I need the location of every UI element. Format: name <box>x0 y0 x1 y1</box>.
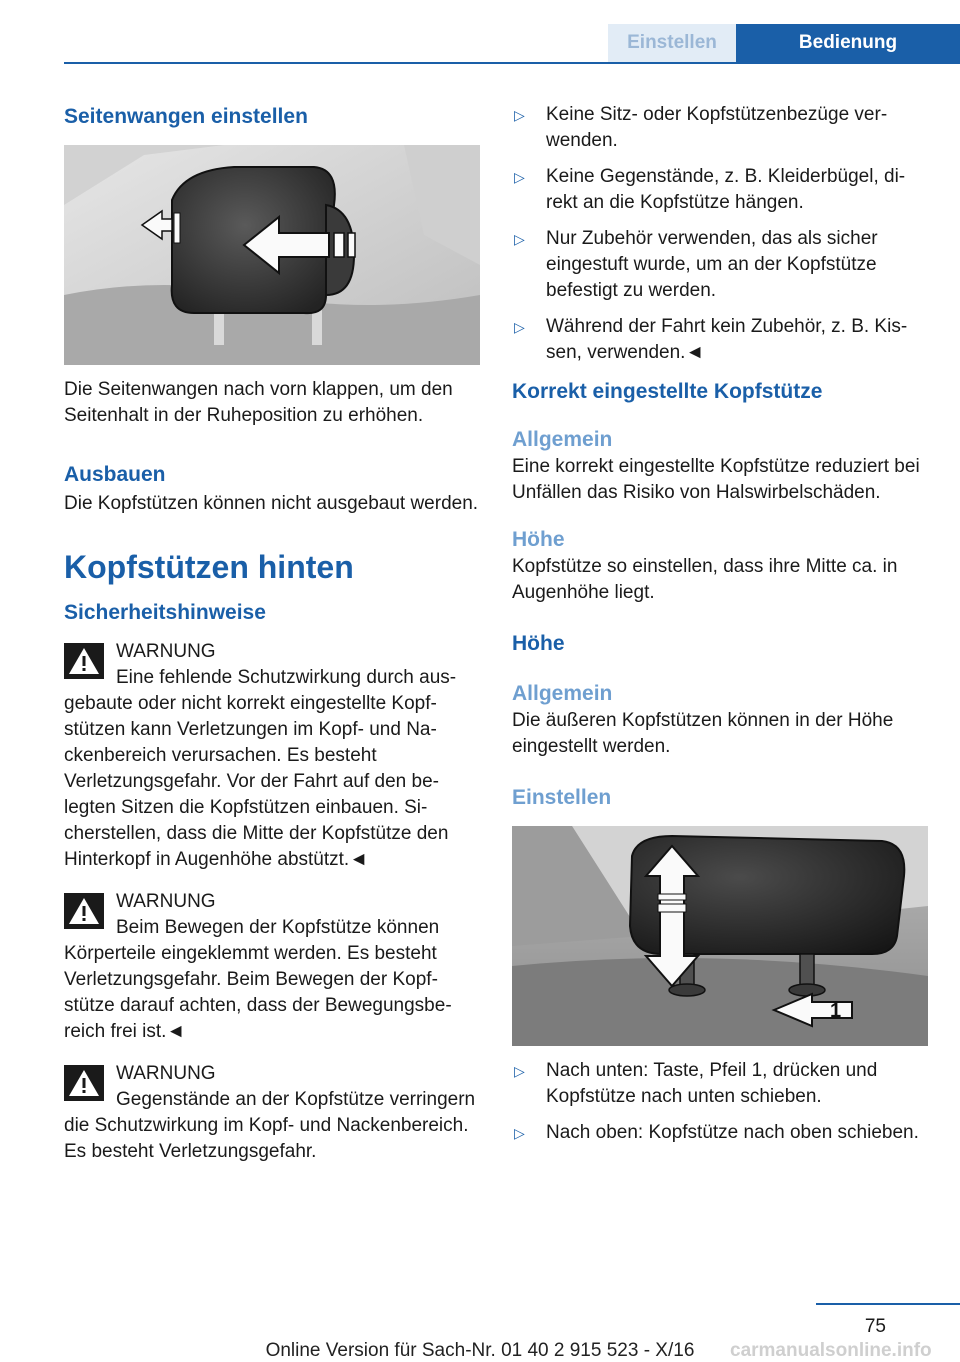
hoehe-sub-heading: Höhe <box>512 528 565 551</box>
warning-label: WARNUNG <box>116 891 216 912</box>
list-item: ▷ Nach oben: Kopfstütze nach oben schieben. <box>512 1120 928 1146</box>
allgemein2-heading: Allgemein <box>512 682 613 705</box>
page-number: 75 <box>864 1316 886 1337</box>
list-item: ▷ Während der Fahrt kein Zubehör, z. B. Kissen, verwenden.◄ <box>514 316 908 363</box>
tab-bedienung[interactable]: Bedienung <box>736 24 960 62</box>
einstellen-heading: Einstellen <box>512 786 612 809</box>
warning-text: Eine fehlende Schutzwirkung durch ausgebaute oder nicht korrekt eingestellte Kopfstützen kann Verletzungen im Kopf- und Nackenbereich verursachen. Es besteht Verletzungsgefahr. Vor der Fahrt auf den belegten Sitzen die Kopfstützen einbauen. Sicherstellen, dass die Mitte der Kopfstütze den Hinterkopf in Augenhöhe abstützt.◄ <box>64 667 457 870</box>
seitenwangen-heading: Seitenwangen einstellen <box>64 105 308 128</box>
warning-label: WARNUNG <box>116 641 216 662</box>
headrest-side-wings-figure <box>64 145 480 365</box>
ausbauen-heading: Ausbauen <box>64 463 166 486</box>
tab-einstellen[interactable]: Einstellen <box>608 24 736 62</box>
list-item: ▷ Keine Sitz- oder Kopfstützenbezüge verwenden. <box>514 104 888 151</box>
warning-block-1 <box>64 639 480 873</box>
right-column <box>512 100 928 1156</box>
sicherheitshinweise-heading: Sicherheitshinweise <box>64 601 266 624</box>
allgemein2-text: Die äußeren Kopfstützen können in der Höhe eingestellt werden. <box>512 710 894 757</box>
warning-triangle-icon <box>64 643 104 679</box>
warning-block-2 <box>64 889 480 1045</box>
warning-triangle-icon <box>64 893 104 929</box>
left-column <box>64 100 480 1165</box>
warning-text: Beim Bewegen der Kopfstütze können Körperteile eingeklemmt werden. Es besteht Verletzungsgefahr. Beim Bewegen der Kopfstütze darauf achten, dass der Bewegungsbereich frei ist.◄ <box>64 917 452 1042</box>
warning-block-3 <box>64 1061 480 1165</box>
footer-rule <box>816 1303 960 1305</box>
bullet-triangle-icon: ▷ <box>514 1063 525 1079</box>
warning-label: WARNUNG <box>116 1063 216 1084</box>
ausbauen-text: Die Kopfstützen können nicht ausgebaut werden. <box>64 493 479 514</box>
bullet-triangle-icon: ▷ <box>514 169 525 185</box>
online-version-footer: Online Version für Sach-Nr. 01 40 2 915 523 - X/16 <box>265 1340 695 1361</box>
list-item: ▷ Keine Gegenstände, z. B. Kleiderbügel, direkt an die Kopfstütze hängen. <box>514 166 906 213</box>
safety-bullet-list <box>512 102 928 366</box>
list-item: ▷ Nur Zubehör verwenden, das als sicher eingestuft wurde, um an der Kopfstütze befestigt zu werden. <box>514 228 878 301</box>
header-rule <box>64 62 960 64</box>
kopfstuetzen-hinten-heading: Kopfstützen hinten <box>64 549 354 585</box>
bullet-triangle-icon: ▷ <box>514 319 525 335</box>
hoehe-sub-text: Kopfstütze so einstellen, dass ihre Mitte ca. in Augenhöhe liegt. <box>512 556 898 603</box>
list-item: ▷ Nach unten: Taste, Pfeil 1, drücken und Kopfstütze nach unten schieben. <box>514 1060 878 1107</box>
korrekt-heading: Korrekt eingestellte Kopfstütze <box>512 380 823 403</box>
warning-triangle-icon <box>64 1065 104 1101</box>
seitenwangen-text: Die Seitenwangen nach vorn klappen, um den Seitenhalt in der Ruheposition zu erhöhen. <box>64 379 453 426</box>
adjust-bullet-list <box>512 1058 928 1146</box>
hoehe-heading: Höhe <box>512 632 565 655</box>
bullet-triangle-icon: ▷ <box>514 107 525 123</box>
warning-text: Gegenstände an der Kopfstütze verringern die Schutzwirkung im Kopf- und Nackenbereich. Es besteht Verletzungsgefahr. <box>64 1089 476 1162</box>
headrest-height-figure <box>512 826 928 1046</box>
bullet-triangle-icon: ▷ <box>514 231 525 247</box>
figure-label-1: 1 <box>830 1000 842 1022</box>
allgemein-text: Eine korrekt eingestellte Kopfstütze reduziert bei Unfällen das Risiko von Halswirbelschäden. <box>512 456 920 503</box>
allgemein-heading: Allgemein <box>512 428 613 451</box>
bullet-triangle-icon: ▷ <box>514 1125 525 1141</box>
watermark: carmanualsonline.info <box>730 1340 932 1361</box>
